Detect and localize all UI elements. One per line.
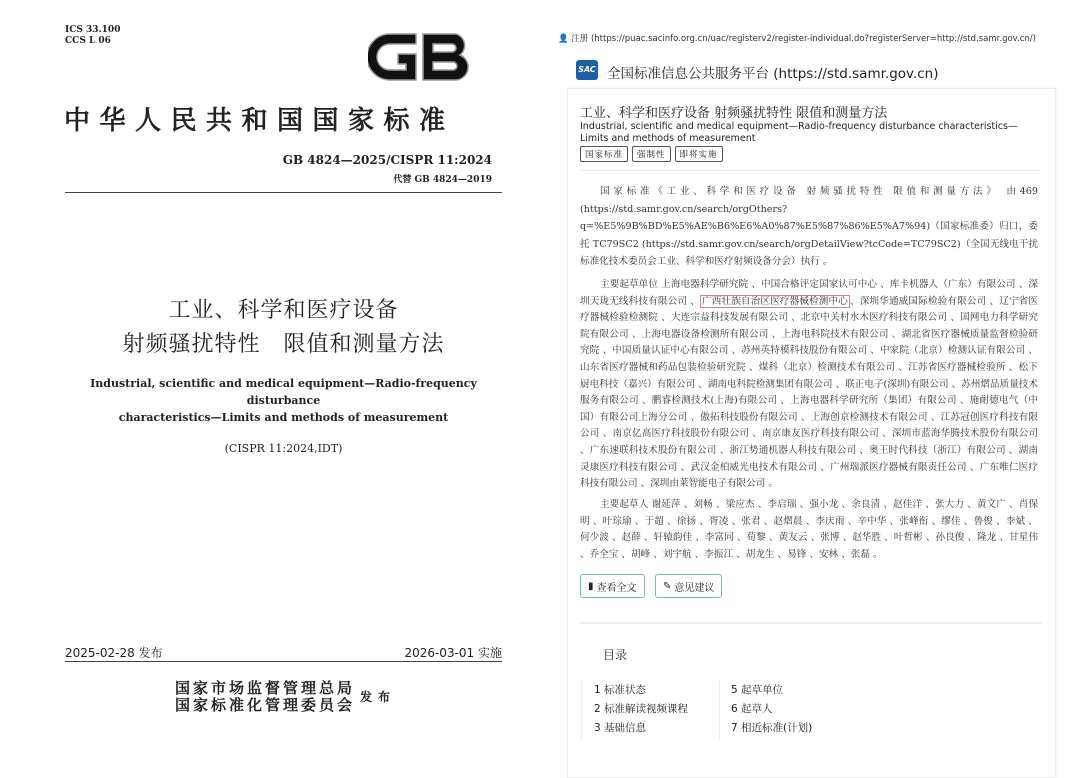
classification-codes bbox=[65, 25, 120, 47]
publisher: 国家标准化管理委员会 bbox=[175, 696, 356, 714]
title-cn-line2: 射频骚扰特性 限值和测量方法 bbox=[122, 332, 445, 357]
sac-logo: SAC bbox=[576, 60, 598, 80]
button-label: 意见建议 bbox=[674, 582, 715, 594]
tag-upcoming: 即将实施 bbox=[675, 146, 723, 162]
gb-logo bbox=[368, 26, 474, 88]
tags bbox=[580, 146, 723, 162]
toc-item[interactable]: 2 标准解读视频课程 bbox=[594, 703, 689, 715]
title-en-line1: Industrial, scientific and medical equipment—Radio-frequency disturbance bbox=[90, 377, 477, 407]
edit-icon: ✎ bbox=[663, 580, 672, 592]
publish-date: 2025-02-28 发布 bbox=[65, 646, 163, 660]
button-label: 查看全文 bbox=[596, 582, 637, 594]
divider bbox=[65, 192, 502, 193]
toc-item[interactable]: 6 起草人 bbox=[731, 703, 773, 715]
divider bbox=[580, 170, 1040, 171]
register-text: 注册 (https://puac.sacinfo.org.cn/uac/registerv2/register-individual.do?registerServer=http://std.samr.gov.cn/) bbox=[571, 34, 1036, 44]
ics-code: ICS 33.100 bbox=[65, 25, 121, 35]
register-link[interactable] bbox=[558, 32, 1036, 44]
divider bbox=[65, 661, 502, 662]
toc-item[interactable]: 7 相近标准(计划) bbox=[731, 722, 813, 734]
standard-title: 工业、科学和医疗设备 射频骚扰特性 限值和测量方法 bbox=[580, 106, 888, 121]
drafters-paragraph: 主要起草人 谢延萍 、刘畅 、梁应杰 、李启瑞 、强小龙 、余良清 、赵佳洋 、张大力 、黄文广 、肖保明 、叶琮瑜 、于超 、徐扬 、胥凌 、张君 、赵熠晨 、李庆雨 、辛中华 、张峰衔 、缪佳 、鲁俊 、李斌 、何少波 、赵薛 、轩辕韵佳 、李富同 、荀黎 、黄友云 、张博 、赵华胜 、叶哲彬 、孙良俊 、隆龙 、甘星伟 、乔全宝 、胡峰 、刘宇航 、李振江 、胡龙生 、易锋 、安林 、张磊 。 bbox=[580, 499, 1038, 560]
title-en bbox=[65, 375, 502, 426]
toc-item[interactable]: 5 起草单位 bbox=[731, 684, 784, 696]
divider bbox=[580, 622, 1042, 624]
publishers bbox=[175, 680, 355, 714]
user-icon: 👤 bbox=[557, 34, 569, 44]
equivalence-note: (CISPR 11:2024,IDT) bbox=[224, 442, 343, 455]
management-paragraph: 国家标准《工业、科学和医疗设备 射频骚扰特性 限值和测量方法》 由469 (https://std.samr.gov.cn/search/orgOthers?q=%E5%9B%BD%E5%AE%B6%E6%A0%87%E5%87%86%E5%A7%94)（国家标准委）归口，委托 TC79SC2 (https://std.samr.gov.cn/search/orgDetailView?tcCode=TC79SC2)（全国无线电干扰标准化技术委员会工业、科学和医疗射频设备分会）执行 。 bbox=[580, 186, 1038, 267]
national-standard-heading: 中华人民共和国国家标准 bbox=[64, 106, 455, 136]
site-title[interactable]: 全国标准信息公共服务平台 (https://std.samr.gov.cn) bbox=[607, 66, 939, 82]
feedback-button[interactable] bbox=[655, 574, 722, 598]
title-en-line2: characteristics—Limits and methods of measurement bbox=[118, 411, 449, 424]
replaces-standard: 代替 GB 4824—2019 bbox=[393, 175, 492, 185]
standard-title-en: Industrial, scientific and medical equipment—Radio-frequency disturbance characteristics—Limits and methods of measurement bbox=[580, 121, 1018, 144]
ccs-code: CCS L 06 bbox=[65, 36, 111, 46]
tag-mandatory: 强制性 bbox=[632, 146, 671, 162]
toc-item[interactable]: 1 标准状态 bbox=[594, 684, 647, 696]
units-text: 、深圳华通威国际检验有限公司 、辽宁省医疗器械检验检测院 、大连宗益科技发展有限公司 、北京中关村水木医疗科技有限公司 、国网电力科学研究院有限公司 、上海电器设备检测所有限公司 、上海电科院技术有限公司 、湖北省医疗器械质量监督检验研究院 、中国质量认证中心有限公司 、苏州英特模科技股份有限公司 、中家院（北京）检测认证有限公司 、山东省医疗器械和药品包装检验研究院 、煤科（北京）检测技术有限公司 、江苏省医疗器械检验所 、松下厨电科技（嘉兴）有限公司 、湖南电科院检测集团有限公司 、联正电子(深圳)有限公司 、苏州熠品质量技术服务有限公司 、鹏睿检测技术(上海)有限公司 、上海电器科学研究所（集团）有限公司 、施耐德电气（中国）有限公司上海分公司 、傲拓科技股份有限公司 、上海创京检测技术有限公司 、江苏冠创医疗科技有限公司 、南京亿高医疗科技股份有限公司 、南京康友医疗科技有限公司 、深圳市蓝海华腾技术股份有限公司 、广东速联科技术股份有限公司 、浙江势通机器人科技有限公司 、奥王时代科技（浙江）有限公司 、湖南灵康医疗科技有限公司 、武汉金柏威光电技术有限公司 、广州瑞派医疗器械有限责任公司 、广东唯仁医疗科技有限公司 、深圳由莱智能电子有限公司 。 bbox=[580, 295, 1038, 490]
document-icon: ▮ bbox=[588, 580, 594, 592]
implement-date: 2026-03-01 实施 bbox=[404, 646, 502, 660]
publisher: 国家市场监督管理总局 bbox=[175, 679, 356, 697]
table-of-contents bbox=[581, 680, 1001, 740]
toc-title: 目录 bbox=[603, 648, 628, 662]
tag-national: 国家标准 bbox=[580, 146, 628, 162]
toc-item[interactable]: 3 基础信息 bbox=[594, 722, 647, 734]
units-text: 主要起草单位 上海电器科学研究院 、中国合格评定国家认可中心 、库卡机器人（广东）有限公司 、深圳天珑无线科技有限公司 、 bbox=[580, 279, 1038, 307]
divider bbox=[719, 680, 720, 740]
standard-number: GB 4824—2025/CISPR 11:2024 bbox=[282, 153, 492, 167]
view-fulltext-button[interactable] bbox=[580, 574, 645, 598]
publish-verb: 发布 bbox=[360, 690, 397, 704]
title-cn-line1: 工业、科学和医疗设备 bbox=[168, 298, 399, 323]
highlighted-unit: 广西壮族自治区医疗器械检测中心 bbox=[702, 295, 849, 307]
drafting-units-paragraph bbox=[580, 277, 1038, 493]
